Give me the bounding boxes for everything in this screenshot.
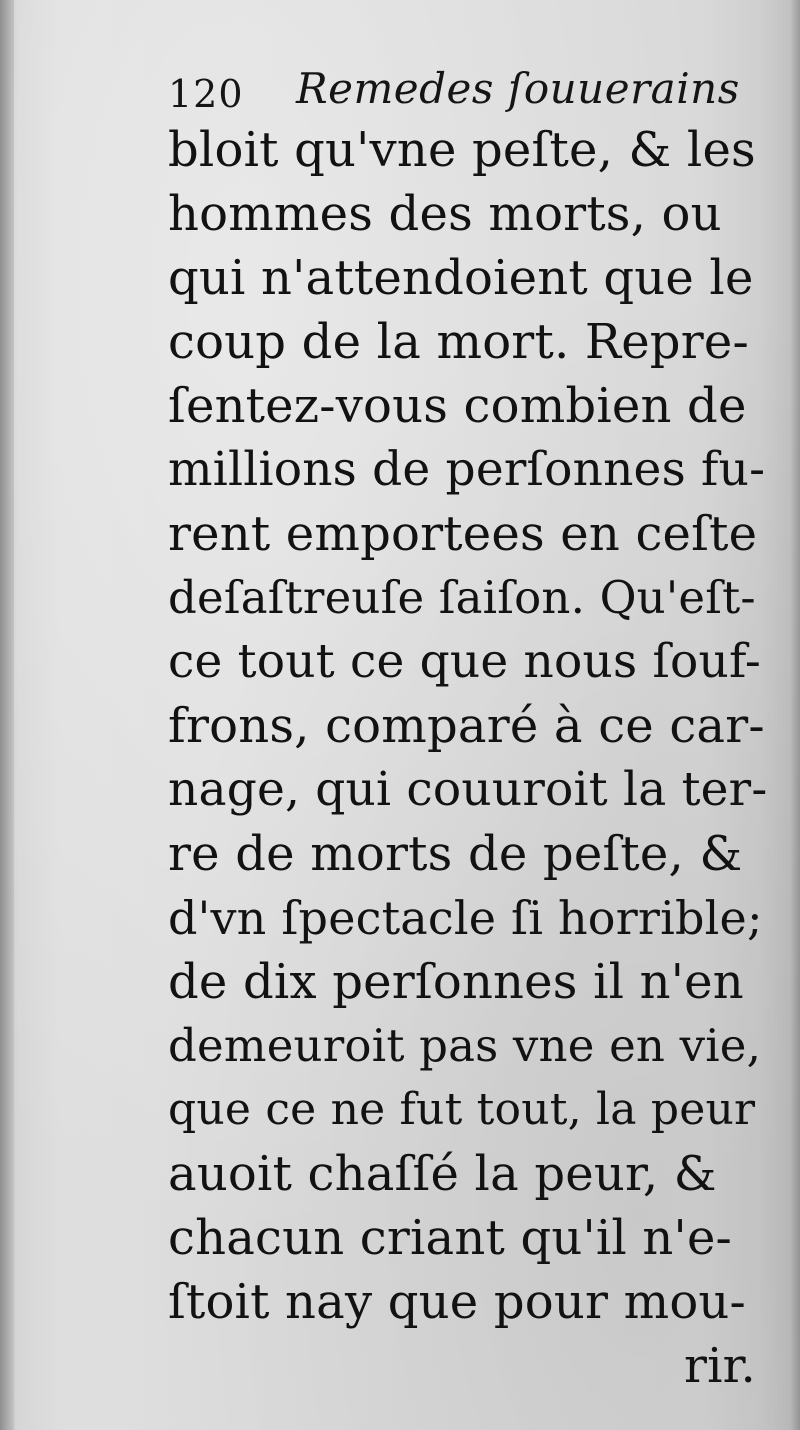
text-line-4: coup de la mort. Repre- <box>168 314 749 370</box>
text-line-13: d'vn ſpectacle ſi horrible; <box>168 891 763 945</box>
page-edge-shadow <box>790 0 800 1430</box>
text-line-17: auoit chaſſé la peur, & <box>168 1146 717 1202</box>
text-line-12: re de morts de peſte, & <box>168 826 743 882</box>
text-line-18: chacun criant qu'il n'e- <box>168 1210 732 1266</box>
page-gutter-shadow <box>0 0 14 1430</box>
page-header <box>168 62 768 118</box>
text-line-1: bloit qu'vne peſte, & les <box>168 122 756 178</box>
page-number: 120 <box>168 72 244 116</box>
text-line-11: nage, qui couuroit la ter- <box>168 762 768 817</box>
text-line-6: millions de perſonnes fu- <box>168 442 766 497</box>
text-line-10: frons, comparé à ce car- <box>168 698 765 754</box>
text-line-15: demeuroit pas vne en vie, <box>168 1019 762 1072</box>
text-line-7: rent emportees en ceſte <box>168 506 758 562</box>
body-text <box>168 118 768 1428</box>
text-line-16: que ce ne fut tout, la peur <box>168 1084 756 1135</box>
running-title: Remedes ſouuerains <box>296 64 740 113</box>
text-line-2: hommes des morts, ou <box>168 186 722 242</box>
text-line-20: rir. <box>683 1338 756 1394</box>
text-line-19: ſtoit nay que pour mou- <box>168 1274 746 1330</box>
text-line-5: ſentez-vous combien de <box>168 378 747 434</box>
text-line-8: deſaſtreuſe ſaiſon. Qu'eſt- <box>168 571 756 624</box>
text-line-9: ce tout ce que nous ſouf- <box>168 634 762 689</box>
text-line-3: qui n'attendoient que le <box>168 250 754 306</box>
text-line-14: de dix perſonnes il n'en <box>168 954 744 1010</box>
